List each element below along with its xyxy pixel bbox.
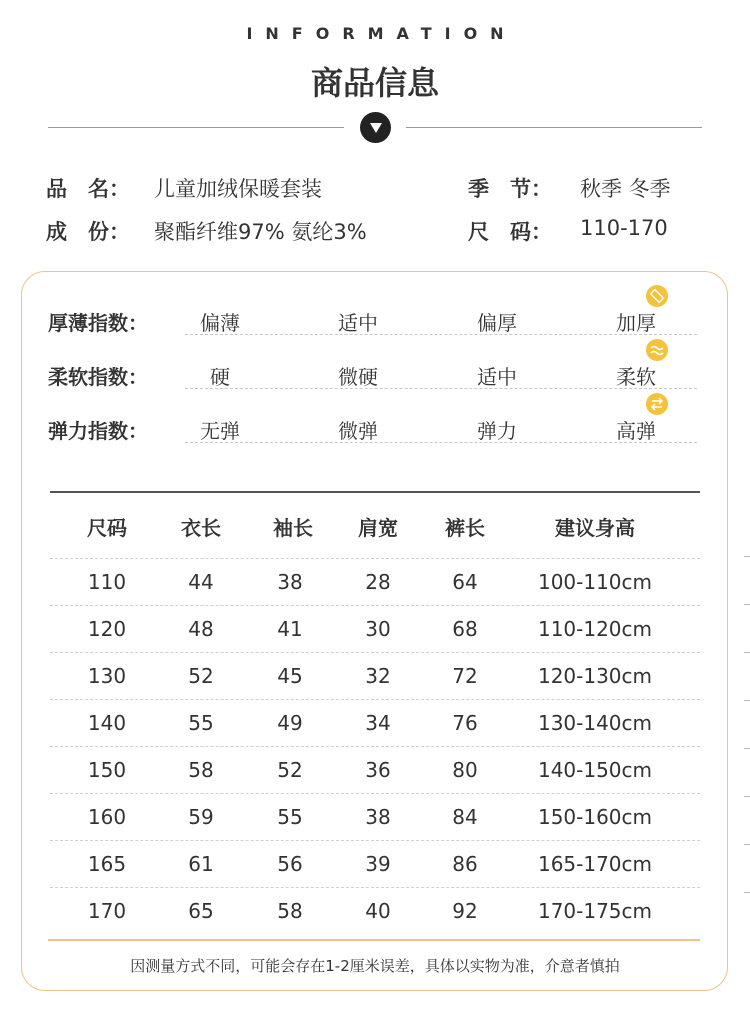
table-cell: 110	[87, 570, 127, 594]
table-cell: 49	[277, 711, 303, 735]
down-arrow-icon	[369, 122, 383, 134]
table-row-divider	[50, 699, 700, 700]
table-cell: 150	[87, 758, 127, 782]
index-option: 微硬	[338, 365, 378, 389]
en-title: INFORMATION	[246, 24, 517, 43]
table-cell: 64	[452, 570, 478, 594]
table-cell: 84	[452, 805, 478, 829]
table-cell: 38	[365, 805, 391, 829]
index-option: 偏厚	[477, 311, 517, 335]
table-cell: 34	[365, 711, 391, 735]
page-title: 商品信息	[310, 64, 439, 102]
table-cell: 76	[452, 711, 478, 735]
info-season-value: 秋季 冬季	[580, 177, 671, 201]
table-cell: 55	[188, 711, 214, 735]
table-cell: 68	[452, 617, 478, 641]
table-top-rule	[50, 491, 700, 493]
info-season-key: 季 节：	[468, 177, 552, 201]
table-cell: 48	[188, 617, 214, 641]
stretch-icon	[646, 393, 668, 415]
table-header-cell: 袖长	[273, 516, 313, 540]
wave-icon	[646, 339, 668, 361]
table-cell: 130	[87, 664, 127, 688]
info-material-key: 成 份：	[46, 220, 130, 244]
measurement-note: 因测量方式不同，可能会存在1-2厘米误差，具体以实物为准，介意者慎拍	[130, 957, 620, 975]
index-option-selected: 柔软	[616, 365, 656, 389]
table-row-divider	[50, 840, 700, 841]
divider-right	[406, 127, 702, 128]
table-cell: 165	[87, 852, 127, 876]
table-header-cell: 衣长	[181, 516, 221, 540]
table-cell: 160	[87, 805, 127, 829]
table-row-divider	[50, 605, 700, 606]
index-option: 偏薄	[200, 311, 240, 335]
table-bottom-rule	[48, 939, 700, 941]
table-cell: 140-150cm	[537, 758, 653, 782]
table-cell: 65	[188, 899, 214, 923]
table-cell: 150-160cm	[537, 805, 653, 829]
table-cell: 39	[365, 852, 391, 876]
index-option-selected: 高弹	[616, 419, 656, 443]
info-size-value: 110-170	[580, 216, 668, 240]
index-dashed-line	[185, 388, 697, 389]
table-cell: 72	[452, 664, 478, 688]
table-row-divider	[50, 652, 700, 653]
table-cell: 52	[188, 664, 214, 688]
table-header-cell: 尺码	[87, 516, 127, 540]
edge-mark	[744, 892, 750, 893]
table-row-divider	[50, 887, 700, 888]
index-option: 微弹	[338, 419, 378, 443]
edge-mark	[744, 604, 750, 605]
table-cell: 28	[365, 570, 391, 594]
table-row-divider	[50, 558, 700, 559]
index-option: 无弹	[200, 419, 240, 443]
table-cell: 92	[452, 899, 478, 923]
table-cell: 86	[452, 852, 478, 876]
index-dashed-line	[185, 442, 697, 443]
table-cell: 44	[188, 570, 214, 594]
info-material-value: 聚酯纤维97% 氨纶3%	[154, 220, 367, 244]
info-name-key: 品 名：	[46, 177, 130, 201]
index-dashed-line	[185, 334, 697, 335]
edge-mark	[744, 844, 750, 845]
index-option: 硬	[210, 365, 230, 389]
table-cell: 80	[452, 758, 478, 782]
table-cell: 130-140cm	[537, 711, 653, 735]
table-cell: 38	[277, 570, 303, 594]
divider-left	[48, 127, 344, 128]
edge-mark	[744, 748, 750, 749]
table-cell: 45	[277, 664, 303, 688]
table-cell: 32	[365, 664, 391, 688]
info-size-key: 尺 码：	[468, 220, 552, 244]
table-cell: 58	[188, 758, 214, 782]
edge-mark	[744, 652, 750, 653]
table-cell: 120-130cm	[537, 664, 653, 688]
table-cell: 52	[277, 758, 303, 782]
index-option: 适中	[477, 365, 517, 389]
table-cell: 41	[277, 617, 303, 641]
table-header-cell: 裤长	[445, 516, 485, 540]
table-cell: 55	[277, 805, 303, 829]
table-row-divider	[50, 793, 700, 794]
table-header-cell: 建议身高	[555, 516, 635, 540]
index-label: 柔软指数：	[48, 365, 148, 389]
edge-mark	[744, 700, 750, 701]
edge-mark	[744, 556, 750, 557]
table-cell: 110-120cm	[537, 617, 653, 641]
index-label: 厚薄指数：	[48, 311, 148, 335]
table-cell: 61	[188, 852, 214, 876]
index-option: 弹力	[477, 419, 517, 443]
table-header-cell: 肩宽	[358, 516, 398, 540]
edge-mark	[744, 796, 750, 797]
table-cell: 120	[87, 617, 127, 641]
table-cell: 170-175cm	[537, 899, 653, 923]
table-cell: 36	[365, 758, 391, 782]
table-cell: 100-110cm	[537, 570, 653, 594]
table-cell: 170	[87, 899, 127, 923]
table-cell: 59	[188, 805, 214, 829]
table-cell: 40	[365, 899, 391, 923]
ruler-icon	[646, 285, 668, 307]
index-option-selected: 加厚	[616, 311, 656, 335]
table-cell: 165-170cm	[537, 852, 653, 876]
table-cell: 58	[277, 899, 303, 923]
info-name-value: 儿童加绒保暖套装	[154, 177, 322, 201]
index-option: 适中	[338, 311, 378, 335]
down-arrow-badge	[360, 112, 391, 143]
table-row-divider	[50, 746, 700, 747]
index-label: 弹力指数：	[48, 419, 148, 443]
table-cell: 140	[87, 711, 127, 735]
table-cell: 56	[277, 852, 303, 876]
table-cell: 30	[365, 617, 391, 641]
